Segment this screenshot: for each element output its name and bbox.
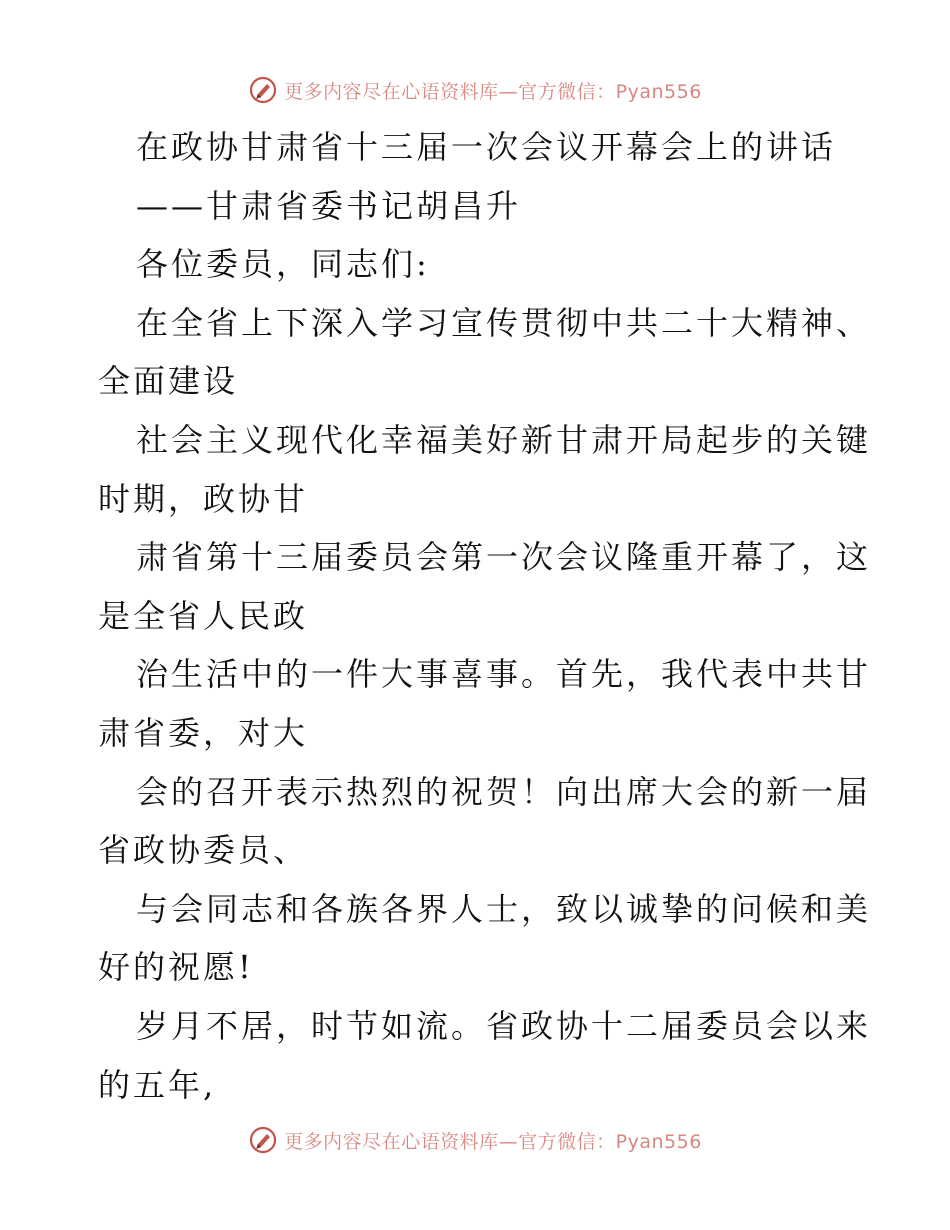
paragraph-line: 治生活中的一件大事喜事。首先，我代表中共甘 [136, 655, 872, 694]
document-subtitle: ——甘肃省委书记胡昌升 [136, 186, 522, 225]
paragraph-line: 时期，政协甘 [98, 479, 309, 518]
pen-logo-icon [248, 1125, 278, 1155]
paragraph-line: 肃省委，对大 [98, 713, 309, 752]
paragraph-line: 好的祝愿! [98, 948, 254, 987]
paragraph-line: 的五年, [98, 1065, 217, 1104]
paragraph-line: 肃省第十三届委员会第一次会议隆重开幕了，这 [136, 538, 872, 577]
document-body [98, 118, 872, 1114]
paragraph-line: 在全省上下深入学习宣传贯彻中共二十大精神、 [136, 303, 872, 342]
paragraph-line: 会的召开表示热烈的祝贺！向出席大会的新一届 [136, 772, 872, 811]
header-watermark [0, 70, 950, 110]
paragraph-line: 省政协委员、 [98, 831, 309, 870]
footer-watermark [0, 1120, 950, 1160]
pen-logo-icon [248, 75, 278, 105]
paragraph-line: 全面建设 [98, 362, 239, 401]
document-title: 在政协甘肃省十三届一次会议开幕会上的讲话 [136, 128, 837, 166]
paragraph-line: 岁月不居，时节如流。省政协十二届委员会以来 [136, 1006, 872, 1045]
paragraph-line: 社会主义现代化幸福美好新甘肃开局起步的关键 [136, 420, 872, 459]
watermark-text: 更多内容尽在心语资料库—官方微信：Pyan556 [284, 80, 702, 103]
salutation: 各位委员，同志们: [136, 245, 430, 284]
paragraph-line: 是全省人民政 [98, 596, 309, 635]
watermark-text: 更多内容尽在心语资料库—官方微信：Pyan556 [284, 1130, 702, 1153]
paragraph-line: 与会同志和各族各界人士，致以诚挚的问候和美 [136, 889, 872, 928]
